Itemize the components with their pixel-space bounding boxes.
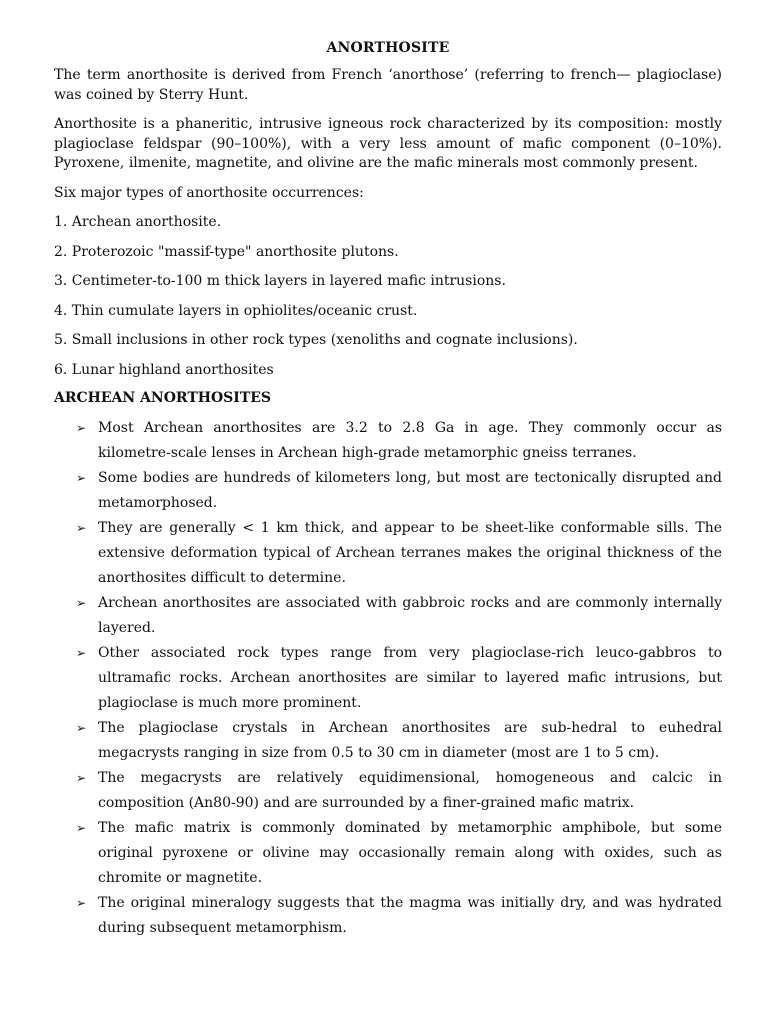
occurrence-type-1: 1. Archean anorthosite. <box>54 214 222 230</box>
bullet-item <box>54 816 722 891</box>
bullet-text: Other associated rock types range from very plagioclase-rich leuco-gabbros to ultramafic rocks. Archean anorthosites are similar to layered mafic intrusions, but plagioclase is much more prominent. <box>98 645 722 711</box>
arrowhead-bullet-icon: ➢ <box>76 896 87 910</box>
bullet-text: The mafic matrix is commonly dominated by metamorphic amphibole, but some original pyroxene or olivine may occasionally remain along with oxides, such as chromite or magnetite. <box>98 820 722 886</box>
arrowhead-bullet-icon: ➢ <box>76 521 87 535</box>
bullet-text: Some bodies are hundreds of kilometers long, but most are tectonically disrupted and metamorphosed. <box>98 470 722 511</box>
bullet-item <box>54 416 722 466</box>
bullet-text: The megacrysts are relatively equidimensional, homogeneous and calcic in composition (An80-90) and are surrounded by a finer-grained mafic matrix. <box>98 770 722 811</box>
archean-bullet-list <box>54 416 722 941</box>
intro-paragraph: The term anorthosite is derived from French ‘anorthose’ (referring to french— plagioclase) was coined by Sterry Hunt. <box>54 67 722 103</box>
arrowhead-bullet-icon: ➢ <box>76 821 87 835</box>
occurrence-type-6: 6. Lunar highland anorthosites <box>54 361 274 378</box>
arrowhead-bullet-icon: ➢ <box>76 721 87 735</box>
bullet-item <box>54 516 722 591</box>
document-page <box>54 40 722 941</box>
bullet-text: Most Archean anorthosites are 3.2 to 2.8 Ga in age. They commonly occur as kilometre-scale lenses in Archean high-grade metamorphic gneiss terranes. <box>98 420 722 461</box>
page-title: ANORTHOSITE <box>326 40 450 56</box>
arrowhead-bullet-icon: ➢ <box>76 771 87 785</box>
arrowhead-bullet-icon: ➢ <box>76 646 87 660</box>
definition-paragraph: Anorthosite is a phaneritic, intrusive igneous rock characterized by its composition: mostly plagioclase feldspar (90–100%), with a very less amount of mafic component (0–10%). Pyroxene, ilmenite, magnetite, and olivine are the mafic minerals most commonly present. <box>54 116 722 171</box>
bullet-item <box>54 766 722 816</box>
bullet-item <box>54 591 722 641</box>
bullet-text: The original mineralogy suggests that the magma was initially dry, and was hydrated during subsequent metamorphism. <box>98 895 722 936</box>
bullet-item <box>54 716 722 766</box>
bullet-text: Archean anorthosites are associated with gabbroic rocks and are commonly internally layered. <box>98 595 722 636</box>
occurrence-type-2: 2. Proterozoic "massif-type" anorthosite plutons. <box>54 243 399 260</box>
bullet-item <box>54 891 722 941</box>
bullet-item <box>54 466 722 516</box>
bullet-text: They are generally < 1 km thick, and appear to be sheet-like conformable sills. The extensive deformation typical of Archean terranes makes the original thickness of the anorthosites difficult to determine. <box>98 520 722 586</box>
section-heading: ARCHEAN ANORTHOSITES <box>54 390 272 406</box>
bullet-item <box>54 641 722 716</box>
occurrence-type-5: 5. Small inclusions in other rock types (xenoliths and cognate inclusions). <box>54 332 578 348</box>
occurrence-type-4: 4. Thin cumulate layers in ophiolites/oceanic crust. <box>54 302 418 319</box>
arrowhead-bullet-icon: ➢ <box>76 421 87 435</box>
bullet-text: The plagioclase crystals in Archean anorthosites are sub-hedral to euhedral megacrysts ranging in size from 0.5 to 30 cm in diameter (most are 1 to 5 cm). <box>98 720 722 761</box>
arrowhead-bullet-icon: ➢ <box>76 471 87 485</box>
occurrences-intro: Six major types of anorthosite occurrences: <box>54 184 364 201</box>
occurrence-type-3: 3. Centimeter-to-100 m thick layers in layered mafic intrusions. <box>54 273 506 289</box>
arrowhead-bullet-icon: ➢ <box>76 596 87 610</box>
occurrence-types-list <box>54 213 722 380</box>
